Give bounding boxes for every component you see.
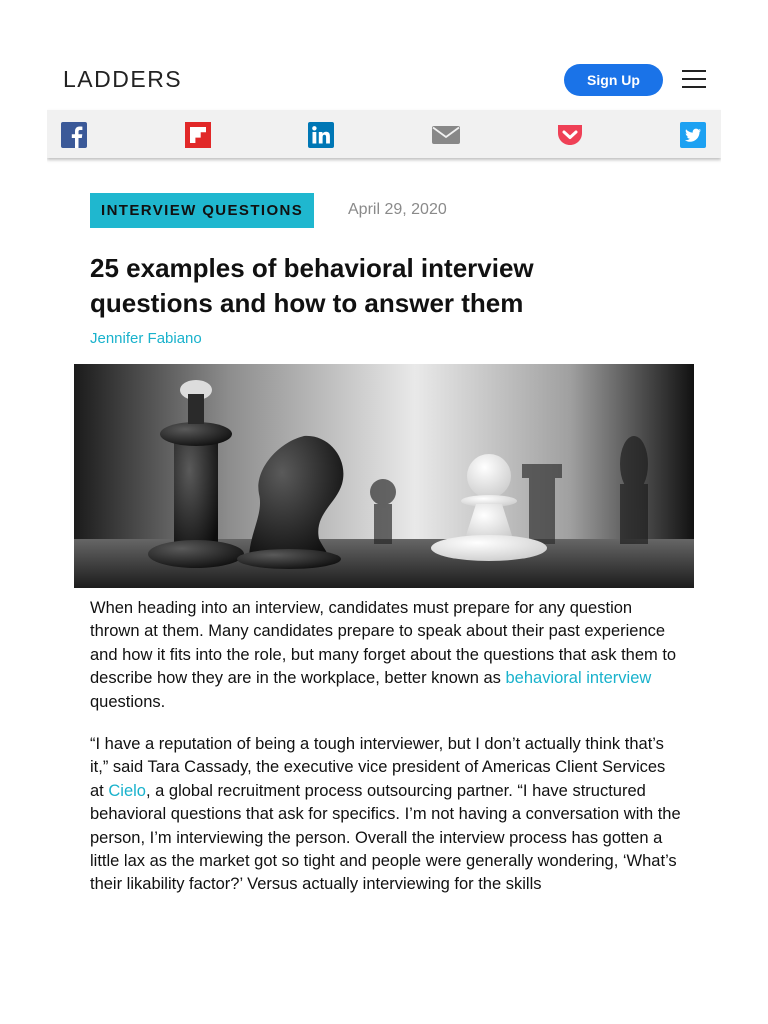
hero-image: [74, 364, 694, 588]
share-bar: [47, 110, 721, 158]
pocket-icon[interactable]: [556, 122, 582, 148]
flipboard-icon[interactable]: [185, 122, 211, 148]
paragraph-text: , a global recruitment process outsourcing partner. “I have structured behavioral questions that ask for specifics. I’m not having a conversation with the person, I’m interviewing the person. Overall the interview process has gotten a little lax as the market got so tight and people were generally wondering, ‘What’s their likability factor?’ Versus actually interviewing for the skills: [90, 781, 681, 894]
behavioral-interview-link[interactable]: behavioral interview: [505, 669, 652, 688]
site-logo[interactable]: LADDERS: [63, 66, 183, 92]
article-body: [90, 597, 682, 928]
author-link[interactable]: Jennifer Fabiano: [90, 330, 202, 347]
article-title: 25 examples of behavioral interview questions and how to answer them: [90, 253, 534, 318]
facebook-icon[interactable]: [61, 122, 87, 148]
linkedin-icon[interactable]: [308, 122, 334, 148]
paragraph: [90, 733, 682, 897]
email-icon[interactable]: [432, 122, 458, 148]
paragraph-text: “I have a reputation of being a tough interviewer, but I don’t actually think that’s it,” said Tara Cassady, the executive vice president of Americas Client Services at: [90, 735, 666, 800]
paragraph-text: questions.: [90, 692, 166, 711]
paragraph: [90, 597, 682, 714]
publish-date: April 29, 2020: [348, 201, 447, 218]
cielo-link[interactable]: Cielo: [108, 781, 146, 800]
signup-button[interactable]: Sign Up: [564, 64, 663, 96]
category-tag[interactable]: INTERVIEW QUESTIONS: [90, 193, 314, 228]
twitter-icon[interactable]: [680, 122, 706, 148]
menu-icon[interactable]: [682, 70, 706, 88]
paragraph-text: When heading into an interview, candidates must prepare for any question thrown at them. Many candidates prepare to speak about their past experience and how it fits into the role, but many forget about the questions that ask them to describe how they are in the workplace, better known as: [90, 599, 677, 688]
site-header: [47, 40, 721, 110]
